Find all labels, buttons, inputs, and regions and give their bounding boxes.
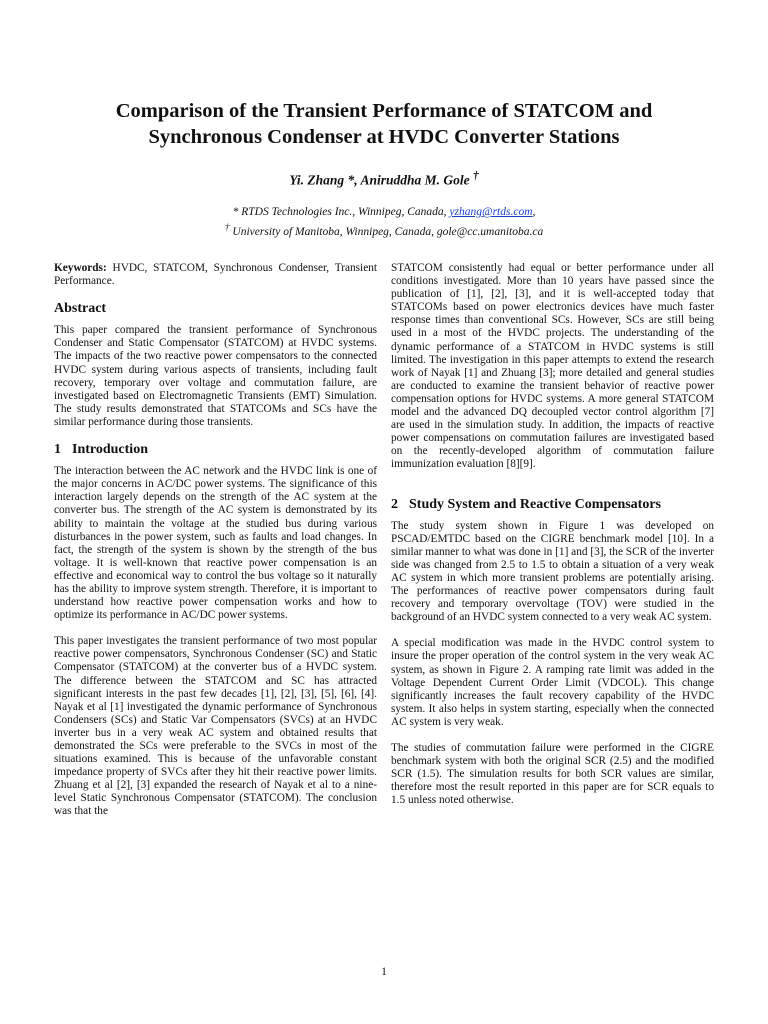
title-line-1: Comparison of the Transient Performance of STATCOM and: [115, 100, 653, 122]
keywords: [54, 262, 377, 288]
title-line-2: Synchronous Condenser at HVDC Converter Stations: [148, 126, 620, 148]
author-line: [0, 170, 768, 189]
right-column: [391, 262, 714, 820]
affiliation-1-suffix: ,: [532, 206, 536, 218]
affiliation-1-text: * RTDS Technologies Inc., Winnipeg, Canada,: [232, 206, 450, 218]
affiliations: [0, 204, 768, 240]
intro-title: Introduction: [72, 442, 148, 458]
intro-continuation: STATCOM consistently had equal or better performance under all conditions investigated. More than 10 years have passed since the publication of [1], [2], [3], and it is well-accepted today that STATCOMs based on power electronics devices have much faster response times than conventional SCs. However, SCs are still being used in a most of the HVDC projects. The understanding of the dynamic performance of a STATCOM in HVDC systems is still limited. The investigation in this paper attempts to extend the research work of Nayak [1] and Zhuang [3]; more detailed and general studies are conducted to examine the transient behavior of reactive power compensation options for HVDC systems. A more general STATCOM model and the advanced DQ decoupled vector control algorithm [7] are used in the simulation study. In addition, the impacts of reactive power compensations on commutation failures are investigated based on the recently-developed algorithm of commutation failure immunization evaluation [8][9].: [391, 262, 714, 471]
author-mark: †: [473, 170, 479, 182]
section-2-number: 2: [391, 496, 398, 512]
affiliation-2-mark: †: [224, 222, 230, 233]
section-2-title: Study System and Reactive Compensators: [409, 496, 661, 512]
affiliation-2: [0, 220, 768, 240]
abstract-heading: Abstract: [54, 301, 107, 317]
affiliation-1: [0, 204, 768, 220]
intro-number: 1: [54, 442, 61, 458]
left-column: [54, 262, 377, 819]
intro-paragraph-1: The interaction between the AC network and the HVDC link is one of the major concerns in AC/DC power systems. The significance of this interaction largely depends on the strength of the AC system at the converter bus. The strength of the AC system is demonstrated by its ability to maintain the voltage at the studied bus during various disturbances in the power system, such as faults and load changes. In fact, the strength of the system is shown by the strength of the bus voltage. It is well-known that reactive power compensation is an effective and economical way to control the bus voltage so it naturally has the ability to improve system strength. Therefore, it is important to understand how reactive power compensation works and how to optimize its performance in AC/DC power systems.: [54, 465, 377, 622]
email-link[interactable]: yzhang@rtds.com: [449, 206, 533, 218]
intro-paragraph-2: This paper investigates the transient performance of two most popular reactive power compensators, Synchronous Condenser (SC) and Static Compensator (STATCOM) at the converter bus of a HVDC system. The difference between the STATCOM and SC has attracted significant interests in the past few decades [1], [2], [3], [5], [6], [4]. Nayak et al [1] investigated the dynamic performance of Synchronous Condensers (SCs) and Static Var Compensators (SVCs) at an HVDC inverter bus in a very weak AC system and obtained results that demonstrated the SCs were preferable to the SVCs in most of the situations examined. This is because of the unfavorable constant impedance property of SVCs after they hit their reactive power limits. Zhuang et al [2], [3] expanded the research of Nayak et al to a nine-level Static Synchronous Compensator (STATCOM). The conclusion was that the: [54, 635, 377, 818]
page-number: 1: [381, 966, 387, 978]
authors: Yi. Zhang *, Aniruddha M. Gole: [289, 172, 470, 188]
section-2-heading: [391, 498, 714, 511]
keywords-text: HVDC, STATCOM, Synchronous Condenser, Transient Performance.: [54, 262, 377, 288]
paper-title: [40, 98, 728, 150]
keywords-label: Keywords:: [54, 262, 107, 274]
section-2-paragraph-1: The study system shown in Figure 1 was developed on PSCAD/EMTDC based on the CIGRE benchmark model [10]. In a similar manner to what was done in [1] and [3], the SCR of the inverter side was changed from 2.5 to 1.5 to obtain a situation of a very weak AC system in which more transient problems are potentially arising. The performances of reactive power compensators during fault recovery and temporary overvoltage (TOV) were studied in the background of an HVDC system connected to a very weak AC system.: [391, 519, 714, 624]
section-2-paragraph-2: A special modification was made in the HVDC control system to insure the proper operation of the control system in the very weak AC system, as shown in Figure 2. A ramping rate limit was added in the Voltage Dependent Current Order Limit (VDCOL). This change significantly increases the fault recovery capability of the HVDC system. It also helps in system starting, especially when the connected AC system is very weak.: [391, 637, 714, 728]
intro-heading: [54, 443, 377, 456]
affiliation-2-text: University of Manitoba, Winnipeg, Canada, gole@cc.umanitoba.ca: [229, 225, 544, 238]
abstract-text: This paper compared the transient performance of Synchronous Condenser and Static Compensator (STATCOM) at HVDC systems. The impacts of the two reactive power compensators to the connected HVDC system during various aspects of transients, including fault recovery, temporary over voltage and commutation failure, are investigated based on Electromagnetic Transients (EMT) Simulation. The study results demonstrated that STATCOMs and SCs have the similar performance during those transients.: [54, 324, 377, 428]
section-2-paragraph-3: The studies of commutation failure were performed in the CIGRE benchmark system with both the original SCR (2.5) and the modified SCR (1.5). The simulation results for both SCR values are similar, therefore most the result reported in this paper are for SCR equals to 1.5 unless noted otherwise.: [391, 742, 714, 807]
